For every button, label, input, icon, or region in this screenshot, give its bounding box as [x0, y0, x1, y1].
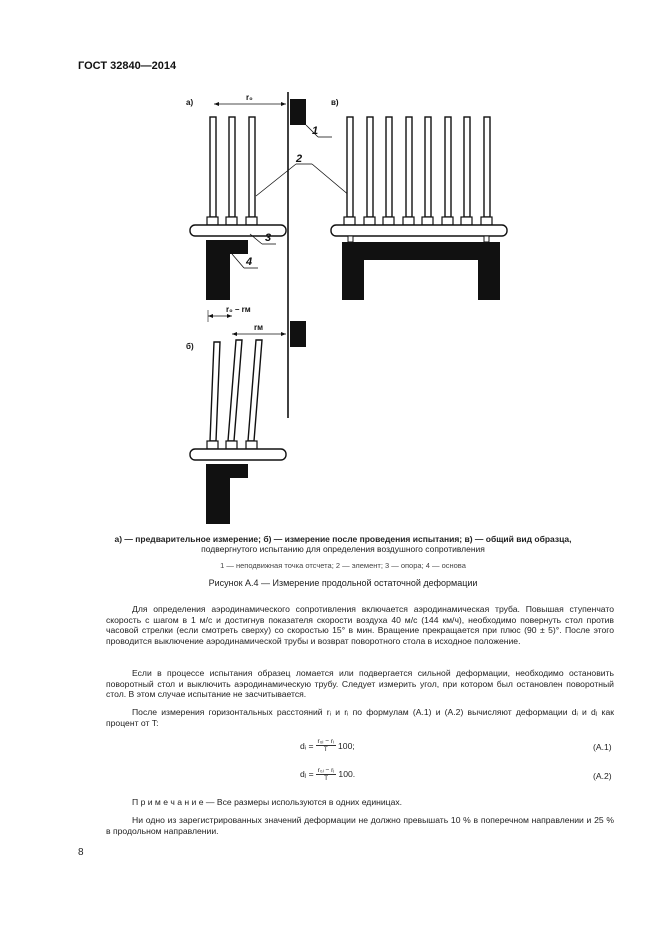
note-text: П р и м е ч а н и е — Все размеры используются в одних единицах.: [132, 797, 403, 807]
dim-r0-label: r₀: [246, 93, 253, 102]
paragraph-3: [106, 707, 614, 728]
figure-caption-main: а) — предварительное измерение; б) — измерение после проведения испытания; в) — общий вид образца,: [114, 534, 572, 544]
paragraph-4-text: Ни одно из зарегистрированных значений деформации не должно превышать 10 % в поперечном направлении и 25 % в продольном направлении.: [106, 815, 614, 836]
fixed-point-bottom: [290, 321, 306, 347]
formula-a2-number: (А.2): [593, 771, 612, 781]
figure-caption-main-continued: подвергнутого испытанию для определения воздушного сопротивления: [201, 544, 485, 554]
formula-a2-numerator: r₀ⱼ − rⱼ: [317, 767, 335, 774]
dim-diff-arrow-right: [227, 314, 232, 318]
formula-a2-denominator: T: [324, 775, 329, 782]
paragraph-2-text: Если в процессе испытания образец ломается или подвергается сильной деформации, необходимо остановить поворотный стол и выключить аэродинамическую трубу. Следует измерить угол, при котором был остановлен поворотный стол. В этом случае испытание не засчитывается.: [106, 668, 614, 700]
callout-2-leader-a: [256, 164, 296, 196]
dim-m-arrow-left: [232, 332, 237, 336]
note: [106, 797, 614, 808]
paragraph-1: [106, 604, 614, 646]
dim-arrow-left: [214, 102, 219, 106]
fixed-point-top: [290, 99, 306, 125]
panel-v-support: [331, 225, 507, 236]
panel-v-leg-right: [484, 236, 489, 242]
formula-a1-number: (А.1): [593, 742, 612, 752]
panel-b-rods: [207, 340, 262, 449]
formula-a1-right: 100;: [338, 740, 355, 751]
formula-a2: [300, 766, 355, 782]
paragraph-3-text: После измерения горизонтальных расстояний rᵢ и rᵢ по формулам (А.1) и (А.2) вычисляют деформации dᵢ и dⱼ как процент от T:: [106, 707, 614, 728]
dim-m-arrow-right: [281, 332, 286, 336]
panel-v-leg-left: [348, 236, 353, 242]
figure-legend: 1 — неподвижная точка отсчета; 2 — элемент; 3 — опора; 4 — основа: [220, 561, 466, 570]
paragraph-1-text: Для определения аэродинамического сопротивления включается аэродинамическая труба. Повышая ступенчато скорость с шагом в 1 м/с и достигнув показателя скорости воздуха 40 м/с (144 км/ч), необходимо повернуть стол против часовой стрелки (если смотреть сверху) со скоростью 15° в мин. Вращение прекращается при плюс (90 ± 5)°. После этого проводится выключение аэродинамической трубы и возврат поворотного стола в исходное положение.: [106, 604, 614, 646]
formula-a1-left: dᵢ =: [300, 740, 314, 751]
dim-diff-arrow-left: [208, 314, 213, 318]
paragraph-4: [106, 815, 614, 836]
panel-a-rods: [207, 117, 257, 225]
panel-a-base: [206, 240, 248, 300]
panel-v-base: [342, 242, 500, 300]
panel-v-rods: [344, 117, 492, 225]
formula-a1-fraction: [316, 738, 336, 753]
page-number: 8: [78, 847, 84, 858]
formula-a1: [300, 738, 355, 753]
document-header: ГОСТ 32840—2014: [78, 60, 177, 72]
formula-a2-right: 100.: [338, 769, 356, 779]
callout-2-leader-v: [312, 164, 350, 196]
formula-a1-numerator: r₀ᵢ − rᵢ: [317, 738, 335, 745]
panel-a-support: [190, 225, 286, 236]
panel-v-label: в): [331, 98, 339, 107]
callout-4: 4: [246, 256, 253, 268]
callout-2: 2: [296, 153, 303, 165]
dim-diff-label: r₀ – rм: [226, 305, 251, 314]
formula-a2-fraction: [316, 766, 337, 782]
panel-b-label: б): [186, 342, 194, 351]
panel-b-base: [206, 464, 248, 524]
callout-4-leader: [232, 254, 244, 268]
callout-3: 3: [265, 232, 272, 244]
figure-title: Рисунок А.4 — Измерение продольной остаточной деформации: [208, 578, 478, 588]
paragraph-2: [106, 668, 614, 700]
panel-b-support: [190, 449, 286, 460]
formula-a1-denominator: T: [323, 746, 328, 753]
panel-a-label: а): [186, 98, 194, 107]
formula-a2-left: dⱼ =: [300, 768, 314, 779]
dim-arrow-right: [281, 102, 286, 106]
dim-m-label: rм: [254, 323, 264, 332]
callout-1: 1: [312, 125, 319, 137]
